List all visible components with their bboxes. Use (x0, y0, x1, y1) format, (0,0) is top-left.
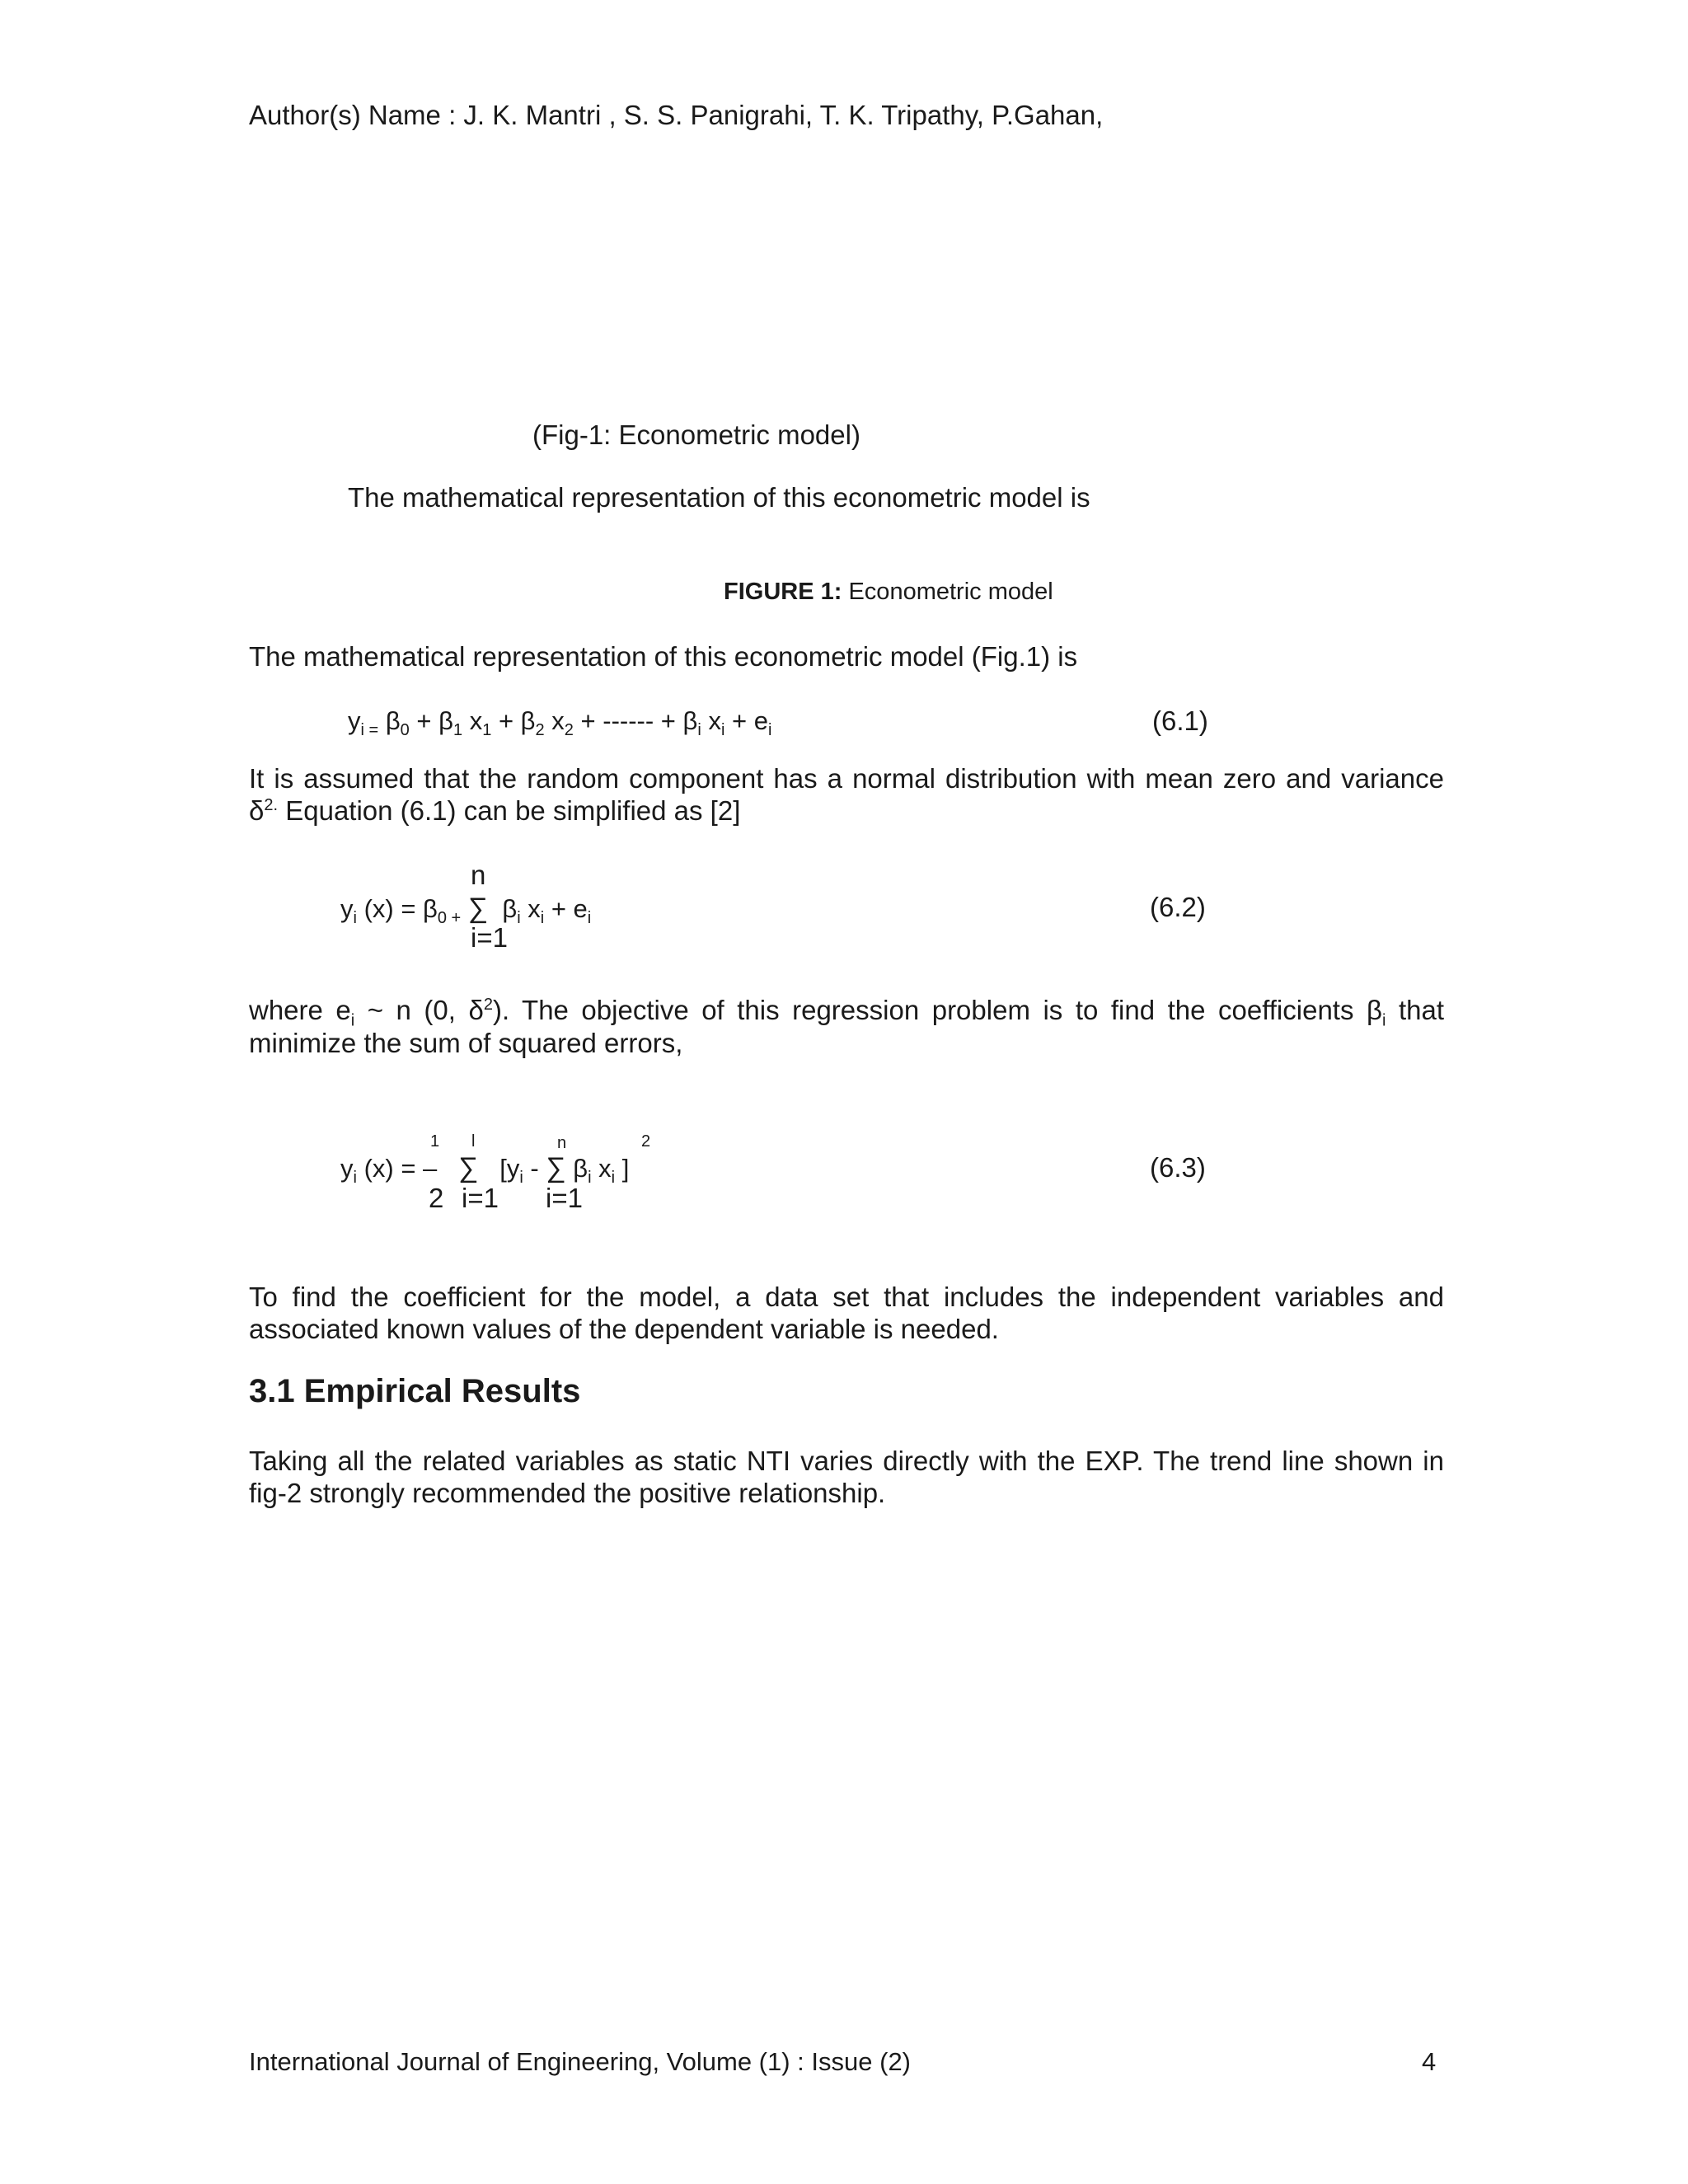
eq61-subi: i (697, 721, 701, 740)
eq62-beta-sub: 0 + (437, 909, 462, 928)
eq63-close: ] (615, 1154, 630, 1183)
eq63-n-top: n (557, 1134, 567, 1152)
eq62-i-bottom: i=1 (471, 922, 508, 953)
eq61-x2: x (551, 706, 565, 735)
eq61-xi: x (708, 706, 721, 735)
eq63-beta: β (565, 1154, 588, 1183)
figure-caption: (Fig-1: Econometric model) (532, 419, 860, 450)
eq61-sub2: 2 (535, 721, 545, 740)
p3-sub: i (350, 1011, 355, 1030)
paragraph-4-line-2: associated known values of the dependent variable is needed. (249, 1314, 999, 1344)
figure-1-label-bold: FIGURE 1: (724, 579, 842, 605)
eq61-x2-sub: 2 (564, 721, 574, 740)
eq61-dashes: + ------ + β (580, 706, 698, 735)
figure-1-label-text: Econometric model (848, 579, 1053, 605)
equation-6-2-number: (6.2) (1150, 892, 1206, 922)
eq61-beta1: + β (416, 706, 453, 735)
equation-6-1 (348, 706, 772, 740)
eq63-y-sub: i (353, 1169, 357, 1188)
figure-1-label (724, 579, 1053, 606)
eq63-fraction-bar: – (423, 1154, 438, 1183)
paragraph-5-line-1: Taking all the related variables as static NTI varies directly with the EXP. The trend line shown in (249, 1446, 1444, 1476)
eq61-xi-sub: i (720, 721, 725, 740)
paragraph-2-rest: Equation (6.1) can be simplified as [2] (278, 795, 741, 826)
p3-where: where e (249, 995, 351, 1025)
eq61-beta0: β (385, 706, 401, 735)
eq62-beta: β (502, 894, 518, 923)
p3-beta-sub: i (1381, 1011, 1386, 1030)
paragraph-2-line-2 (249, 794, 740, 827)
running-header-authors: Author(s) Name : J. K. Mantri , S. S. Panigrahi, T. K. Tripathy, P.Gahan, (249, 100, 1104, 130)
eq61-e-sub: i (767, 721, 772, 740)
eq63-beta-sub: i (588, 1169, 592, 1188)
eq63-square: 2 (641, 1132, 651, 1151)
eq63-minus: - (523, 1154, 546, 1183)
paragraph-5-line-2: fig-2 strongly recommended the positive relationship. (249, 1478, 886, 1508)
p3-objective: ). The objective of this regression problem is to find the coefficients β (492, 995, 1382, 1025)
eq62-y-sub: i (353, 909, 357, 928)
equation-6-3 (340, 1152, 630, 1188)
equation-6-3-number: (6.3) (1150, 1152, 1206, 1183)
eq63-sigma-2: ∑ (546, 1152, 566, 1183)
p3-n: ~ n (0, δ (354, 995, 484, 1025)
eq61-y: y (348, 706, 361, 735)
eq63-lhs-rest: (x) = (356, 1154, 424, 1183)
eq63-two: 2 (429, 1183, 444, 1213)
eq63-i1: i=1 (462, 1183, 499, 1213)
eq62-lhs-rest: (x) = β (356, 894, 438, 923)
eq61-sub0: 0 (400, 721, 410, 740)
eq63-bracket: [y (499, 1154, 520, 1183)
eq61-sub1: 1 (452, 721, 463, 740)
eq63-sigma-1: ∑ (458, 1152, 479, 1183)
eq62-e: + e (544, 894, 588, 923)
eq61-x1-sub: 1 (482, 721, 492, 740)
eq63-i2: i=1 (546, 1183, 583, 1213)
eq62-x-sub: i (540, 909, 545, 928)
eq61-sub: i = (360, 721, 379, 740)
eq62-y: y (340, 894, 354, 923)
p3-that: that (1386, 995, 1445, 1025)
eq62-beta-i: i (517, 909, 521, 928)
delta-sup: 2. (264, 796, 279, 814)
eq62-sigma: ∑ (467, 893, 489, 924)
equation-6-2 (340, 893, 592, 928)
section-heading: 3.1 Empirical Results (249, 1373, 581, 1409)
delta-symbol: δ (249, 795, 265, 826)
paragraph-4-line-1: To find the coefficient for the model, a data set that includes the independent variables and (249, 1282, 1444, 1312)
footer-page-number: 4 (1422, 2047, 1437, 2076)
eq63-bracket-sub: i (519, 1169, 523, 1188)
eq63-one: 1 (430, 1132, 440, 1151)
paragraph-3-line-1 (249, 994, 1445, 1030)
eq61-beta2: + β (498, 706, 536, 735)
equation-6-1-number: (6.1) (1152, 705, 1208, 736)
eq63-l-top: l (471, 1132, 476, 1151)
eq63-x-sub: i (611, 1169, 616, 1188)
paragraph-1: The mathematical representation of this econometric model (Fig.1) is (249, 641, 1078, 672)
eq63-x: x (591, 1154, 612, 1183)
eq62-n-top: n (471, 860, 486, 890)
eq61-x1: x (469, 706, 483, 735)
footer-journal: International Journal of Engineering, Volume (1) : Issue (2) (249, 2047, 912, 2076)
eq62-x: x (520, 894, 541, 923)
eq62-e-sub: i (587, 909, 592, 928)
eq63-y: y (340, 1154, 354, 1183)
paragraph-2-line-1: It is assumed that the random component has a normal distribution with mean zero and variance (249, 763, 1444, 794)
p3-sup: 2 (483, 996, 493, 1014)
eq61-e: + e (732, 706, 768, 735)
paragraph-3-line-2: minimize the sum of squared errors, (249, 1028, 683, 1058)
intro-line: The mathematical representation of this econometric model is (348, 482, 1090, 513)
